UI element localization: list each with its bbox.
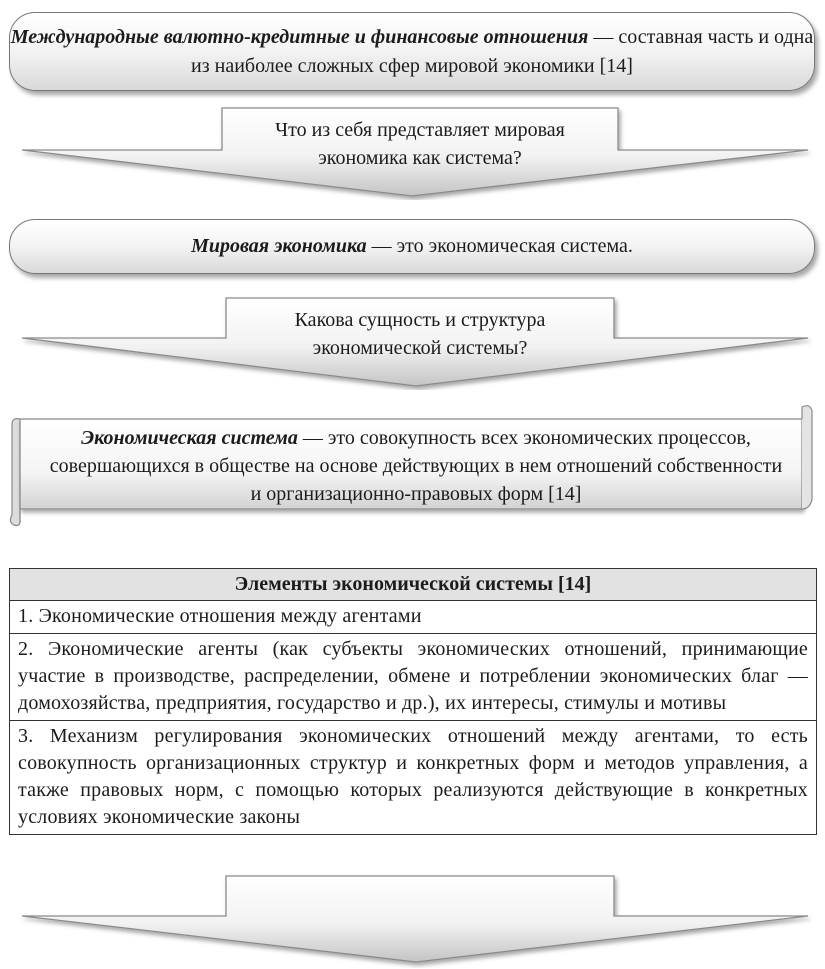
question-line-2: экономической системы? bbox=[312, 337, 528, 359]
definition-text: — составная часть и одна из наиболее сложных сфер мировой экономики [14] bbox=[191, 25, 814, 77]
question-line-2: экономика как система? bbox=[318, 147, 522, 169]
table-row: 1. Экономические отношения между агентами bbox=[10, 601, 817, 634]
statement-text bbox=[10, 23, 814, 81]
statement-box-intl-finance bbox=[9, 12, 815, 91]
question-arrow-1 bbox=[0, 104, 825, 200]
elements-table bbox=[9, 568, 817, 835]
statement-text bbox=[10, 235, 814, 258]
definition-text: — это совокупность всех экономических процессов, совершающихся в обществе на основе действующих в нем отношений собственности и организационно-правовых форм [14] bbox=[49, 427, 783, 505]
statement-box-world-economy bbox=[9, 219, 815, 274]
down-arrow-3 bbox=[0, 872, 825, 968]
term-intl-finance: Международные валютно-кредитные и финансовые отношения bbox=[10, 25, 589, 48]
question-line-1: Что из себя представляет мировая bbox=[275, 119, 565, 141]
term-economic-system: Экономическая система bbox=[81, 427, 298, 449]
question-arrow-2 bbox=[0, 294, 825, 390]
down-arrow-shape bbox=[0, 872, 825, 968]
scroll-definition-text bbox=[46, 424, 786, 508]
table-row: 3. Механизм регулирования экономических отношений между агентами, то есть совокупность организационных структур и конкретных форм и методов управления, а также правовых норм, с помощью которых реализуются действующие в конкретных условиях экономические законы bbox=[10, 721, 817, 835]
table-header: Элементы экономической системы [14] bbox=[10, 569, 817, 601]
definition-scroll bbox=[6, 403, 818, 528]
question-line-1: Какова сущность и структура bbox=[294, 309, 546, 331]
definition-text: — это экономическая система. bbox=[366, 235, 633, 257]
table-row: 2. Экономические агенты (как субъекты экономических отношений, принимающие участие в производстве, распределении, обмене и потреблении экономических благ — домохозяйства, предприятия, государство и др.), их интересы, стимулы и мотивы bbox=[10, 634, 817, 721]
term-world-economy: Мировая экономика bbox=[191, 235, 367, 257]
